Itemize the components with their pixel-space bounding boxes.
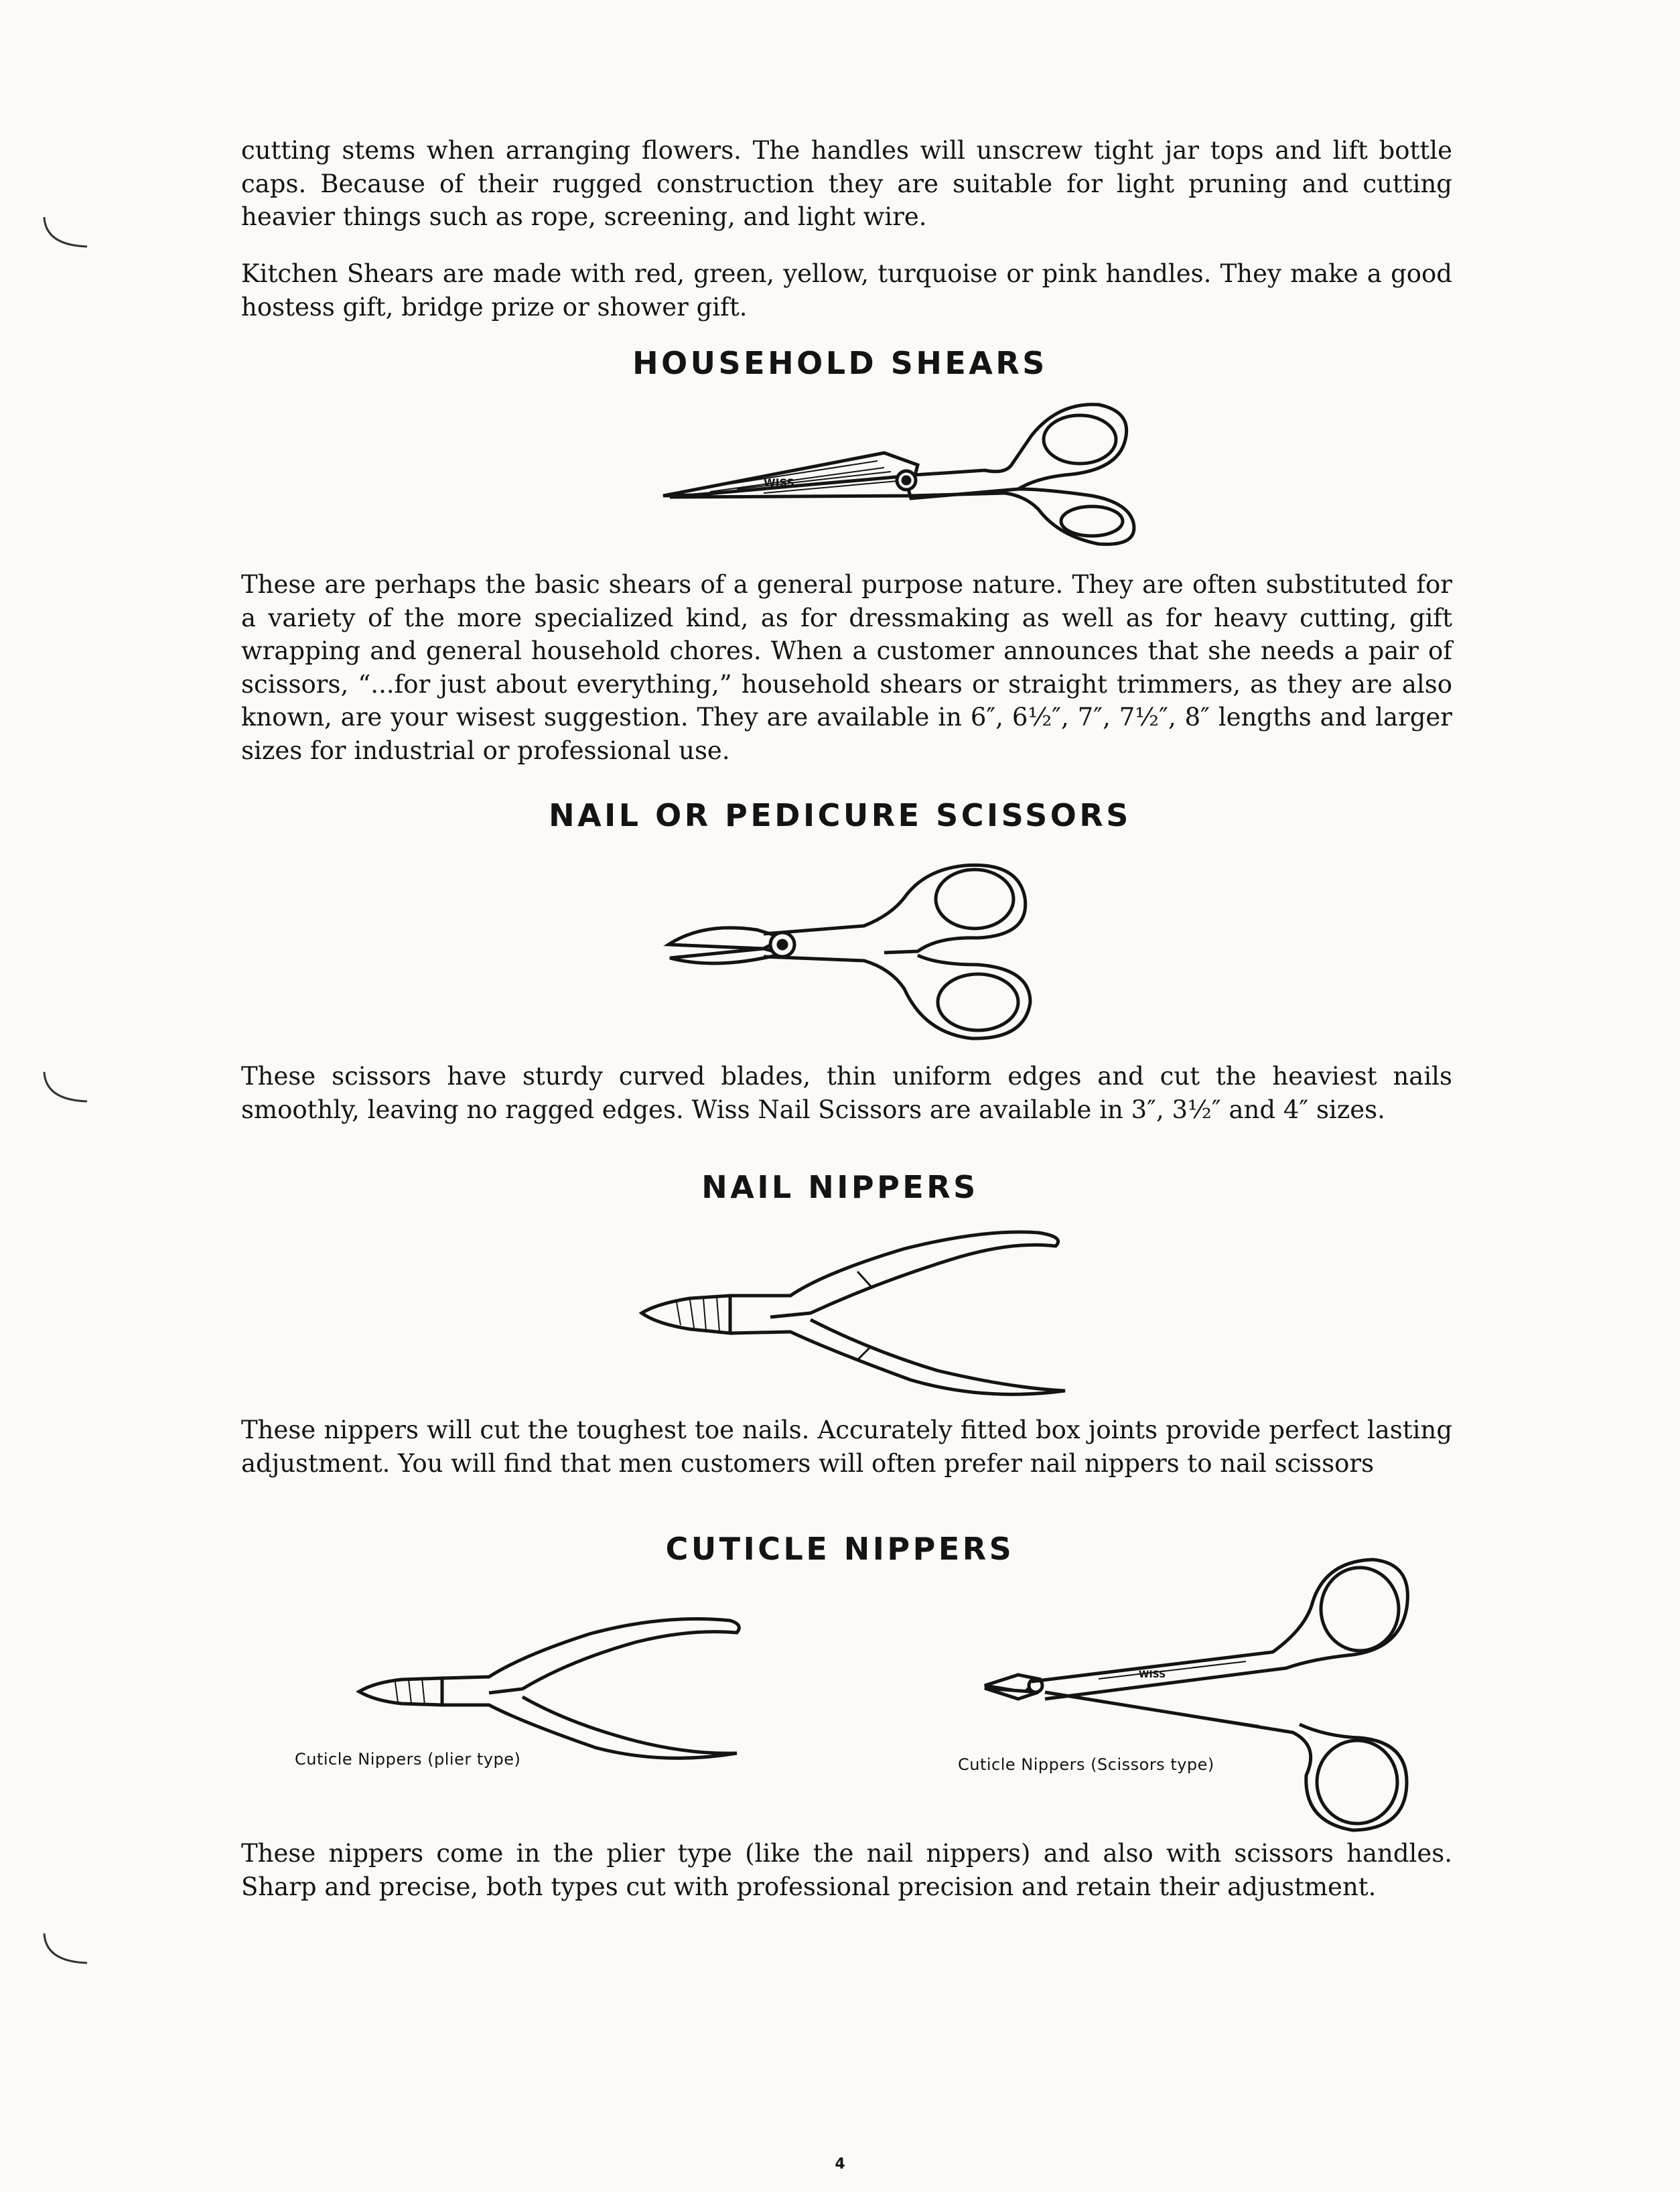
intro-paragraph: cutting stems when arranging flowers. The handles will unscrew tight jar tops and lift bottle caps. Because of their rugged construction they are suitable for light pruning and cutting heavier things such as rope, screening, and light wire. (241, 136, 1452, 231)
household-shears-paragraph: These are perhaps the basic shears of a general purpose nature. They are often substituted for a variety of the more specialized kind, as for dressmaking as well as for heavy cutting, gift wrapping and general household chores. When a customer announces that she needs a pair of scissors, “...for just about everything,” household shears or straight trimmers, as they are also known, are your wisest suggestion. They are available in 6″, 6½″, 7″, 7½″, 8″ lengths and larger sizes for industrial or professional use. (241, 570, 1452, 765)
binder-hole-mark-icon (40, 214, 94, 255)
nail-scissors-illustration (663, 851, 1078, 1058)
plier-type-caption: Cuticle Nippers (plier type) (295, 1750, 521, 1769)
binder-hole-mark-icon (40, 1069, 94, 1109)
nail-scissors-heading: NAIL OR PEDICURE SCISSORS (549, 797, 1131, 833)
cuticle-nippers-heading: CUTICLE NIPPERS (665, 1531, 1015, 1567)
kitchen-shears-paragraph: Kitchen Shears are made with red, green, yellow, turquoise or pink handles. They make a good hostess gift, bridge prize or shower gift. (241, 259, 1452, 322)
cuticle-nippers-scissors-illustration (978, 1554, 1420, 1836)
binder-hole-mark-icon (40, 1931, 94, 1971)
brand-engraving: WISS (764, 476, 794, 489)
nail-nippers-heading: NAIL NIPPERS (701, 1169, 979, 1205)
cuticle-nippers-paragraph: These nippers come in the plier type (like the nail nippers) and also with scissors handles. Sharp and precise, both types cut with professional precision and retain their adjustment. (241, 1839, 1452, 1901)
nail-scissors-paragraph: These scissors have sturdy curved blades, thin uniform edges and cut the heaviest nails smoothly, leaving no ragged edges. Wiss Nail Scissors are available in 3″, 3½″ and 4″ sizes. (241, 1062, 1452, 1124)
household-shears-illustration (656, 395, 1139, 563)
scissors-type-caption: Cuticle Nippers (Scissors type) (958, 1755, 1214, 1774)
page-number: 4 (835, 2156, 845, 2173)
brand-engraving: WISS (1139, 1669, 1166, 1680)
nail-nippers-illustration (636, 1219, 1105, 1400)
household-shears-heading: HOUSEHOLD SHEARS (632, 345, 1048, 381)
nail-nippers-paragraph: These nippers will cut the toughest toe nails. Accurately fitted box joints provide perfect lasting adjustment. You will find that men customers will often prefer nail nippers to nail scissors (241, 1416, 1452, 1478)
